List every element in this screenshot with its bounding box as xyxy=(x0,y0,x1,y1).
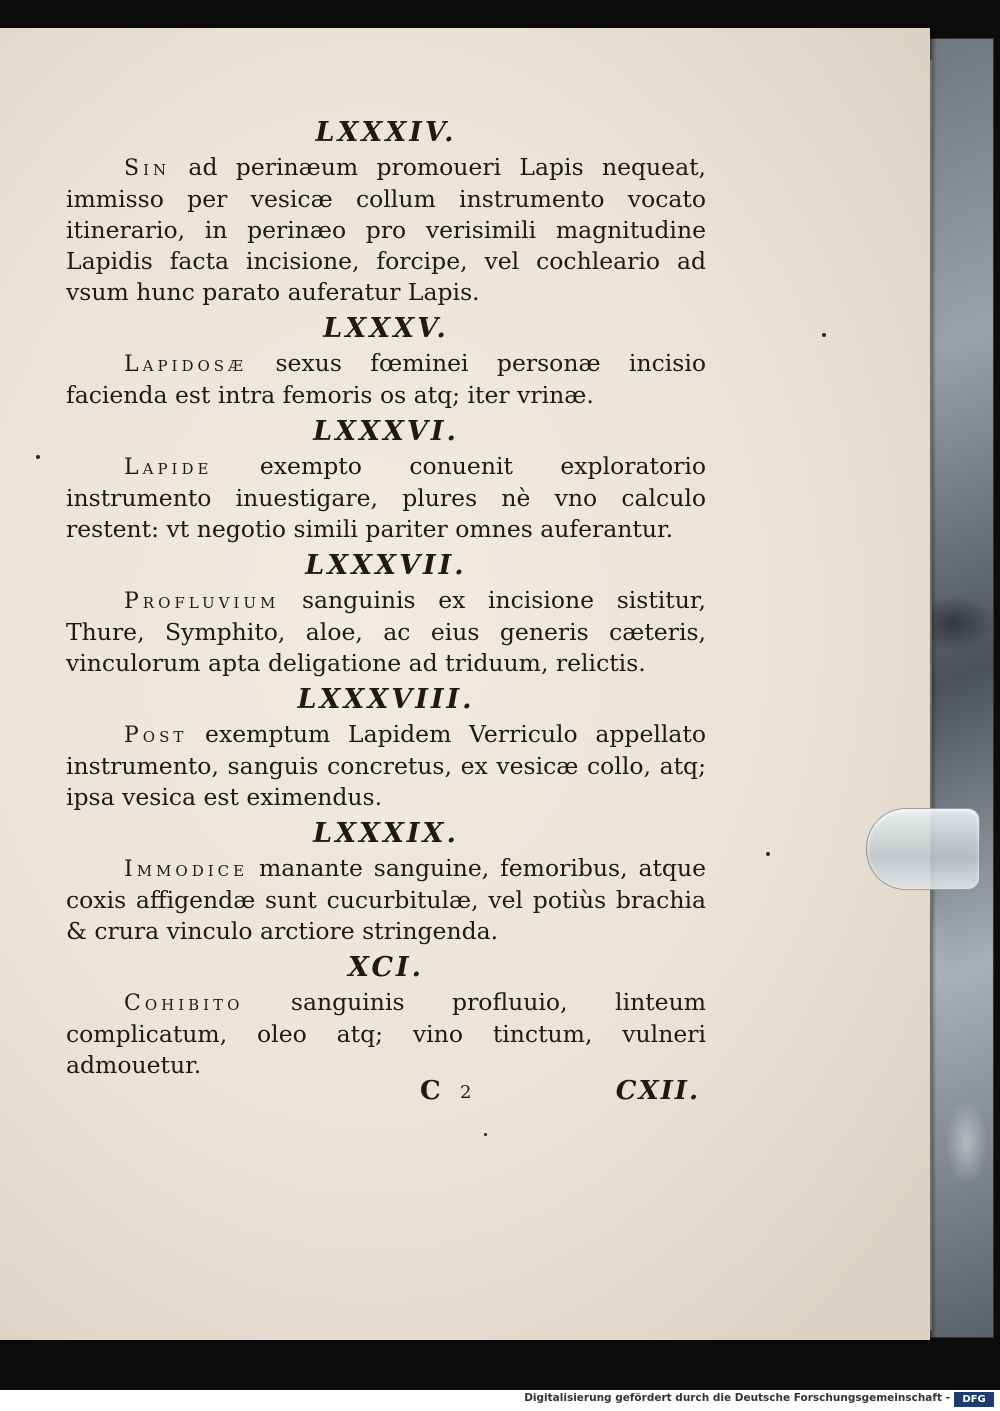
paragraph-text: sanguinis ex incisione sistitur, Thure, Symphito, aloe, ac eius generis cæteris, vinculorum apta deligatione ad triduum, relictis. xyxy=(66,586,706,677)
paragraph-text: sexus fœminei personæ incisio facienda est intra femoris os atq; iter vrinæ. xyxy=(66,349,706,409)
ink-speck xyxy=(766,852,770,856)
paper-clip-icon xyxy=(866,808,980,890)
section-heading: LXXXIV. xyxy=(315,117,457,148)
section-paragraph xyxy=(66,585,706,679)
section-paragraph xyxy=(66,451,706,545)
section-paragraph xyxy=(66,853,706,947)
section-heading: LXXXVI. xyxy=(313,416,459,447)
section-heading: LXXXIX. xyxy=(313,818,459,849)
section-paragraph xyxy=(66,152,706,308)
ink-speck xyxy=(484,1133,487,1136)
ink-speck xyxy=(36,455,40,459)
funding-credit: Digitalisierung gefördert durch die Deutsche Forschungsgemeinschaft - xyxy=(524,1392,950,1404)
section-heading: LXXXVIII. xyxy=(297,684,475,715)
section-heading: LXXXVII. xyxy=(305,550,467,581)
section-heading: LXXXV. xyxy=(323,313,449,344)
lead-word: Cohibito xyxy=(124,991,244,1016)
paragraph-text: ad perinæum promoueri Lapis nequeat, immisso per vesicæ collum instrumento vocato itinerario, in perinæo pro verisimili magnitudine Lapidis facta incisione, forcipe, vel cochleario ad vsum hunc parato auferatur Lapis. xyxy=(66,153,706,306)
section-heading: XCI. xyxy=(348,952,424,983)
ink-speck xyxy=(822,333,826,337)
lead-word: Sin xyxy=(124,156,171,181)
paragraph-text: exempto conuenit exploratorio instrumento inuestigare, plures nè vno calculo restent: vt negotio simili pariter omnes auferantur. xyxy=(66,452,706,543)
signature-row xyxy=(420,1076,700,1110)
section-paragraph xyxy=(66,719,706,813)
section-paragraph xyxy=(66,348,706,411)
signature-number: 2 xyxy=(460,1082,472,1103)
signature-mark: C xyxy=(420,1076,441,1106)
dfg-logo-icon: DFG xyxy=(954,1392,994,1407)
page-text xyxy=(66,112,706,1081)
lead-word: Post xyxy=(124,723,188,748)
lead-word: Lapidosæ xyxy=(124,352,248,377)
lead-word: Lapide xyxy=(124,455,213,480)
paragraph-text: sanguinis profluuio, linteum complicatum, oleo atq; vino tinctum, vulneri admouetur. xyxy=(66,988,706,1079)
section-paragraph xyxy=(66,987,706,1081)
lead-word: Immodice xyxy=(124,857,249,882)
paragraph-text: exemptum Lapidem Verriculo appellato instrumento, sanguis concretus, ex vesicæ collo, atq; ipsa vesica est eximendus. xyxy=(66,720,706,811)
paragraph-text: manante sanguine, femoribus, atque coxis affigendæ sunt cucurbitulæ, vel potiùs brachia & crura vinculo arctiore stringenda. xyxy=(66,854,706,945)
footer-bar xyxy=(0,1390,1000,1411)
lead-word: Profluvium xyxy=(124,589,280,614)
catchword: CXII. xyxy=(615,1076,700,1106)
